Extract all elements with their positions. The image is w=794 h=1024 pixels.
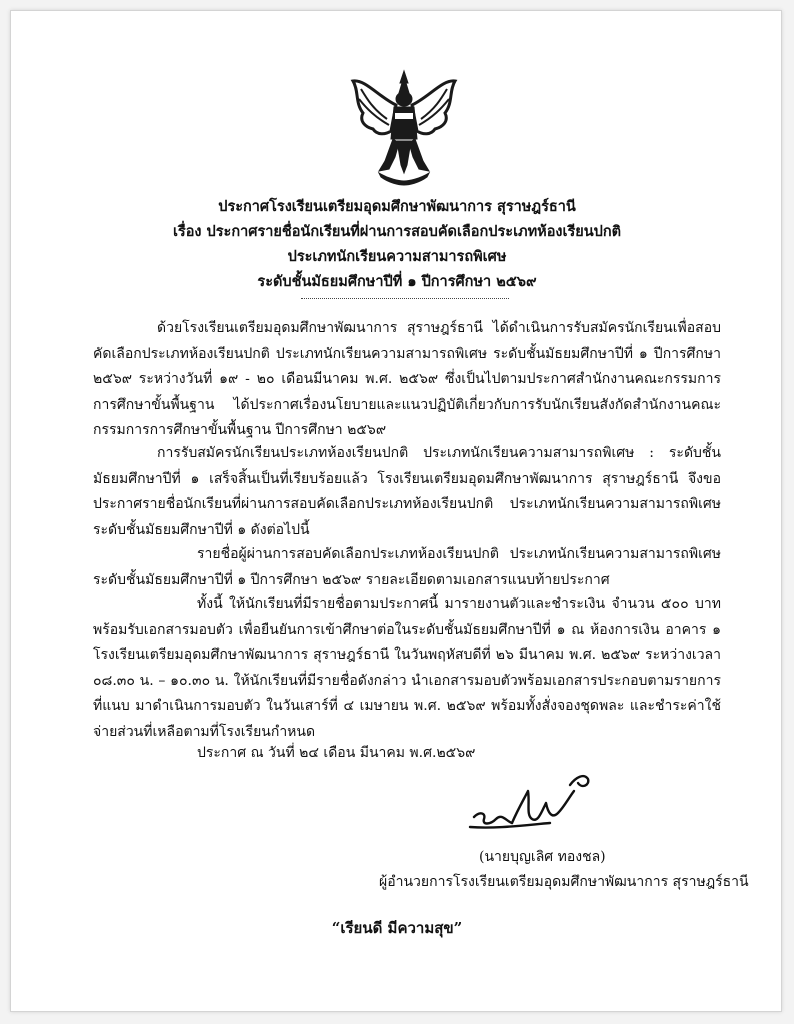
announcement-subject: เรื่อง ประกาศรายชื่อนักเรียนที่ผ่านการสอบคัดเลือกประเภทห้องเรียนปกติ [172, 223, 622, 240]
document-page [10, 10, 782, 1012]
announcement-level: ระดับชั้นมัธยมศึกษาปีที่ ๑ ปีการศึกษา ๒๕๖๙ [257, 273, 537, 290]
body-paragraph-4: ทั้งนี้ ให้นักเรียนที่มีรายชื่อตามประกาศนี้ มารายงานตัวและชำระเงิน จำนวน ๕๐๐ บาท พร้อมรับเอกสารมอบตัว เพื่อยืนยันการเข้าศึกษาต่อในระดับชั้นมัธยมศึกษาปีที่ ๑ ณ ห้องการเงิน อาคาร ๑ โรงเรียนเตรียมอุดมศึกษาพัฒนาการ สุราษฎร์ธานี ในวันพฤหัสบดีที่ ๒๖ มีนาคม พ.ศ. ๒๕๖๙ ระหว่างเวลา ๐๘.๓๐ น. – ๑๐.๓๐ น. ให้นักเรียนที่มีรายชื่อดังกล่าว นำเอกสารมอบตัวพร้อมเอกสารประกอบตามรายการที่แนบ มาดำเนินการมอบตัว ในวันเสาร์ที่ ๔ เมษายน พ.ศ. ๒๕๖๙ พร้อมทั้งสั่งจองชุดพละ และชำระค่าใช้จ่ายส่วนที่เหลือตามที่โรงเรียนกำหนด [93, 596, 721, 740]
body-paragraph-3: รายชื่อผู้ผ่านการสอบคัดเลือกประเภทห้องเรียนปกติ ประเภทนักเรียนความสามารถพิเศษระดับชั้นมัธยมศึกษาปีที่ ๑ ปีการศึกษา ๒๕๖๙ รายละเอียดตามเอกสารแนบท้ายประกาศ [93, 546, 721, 588]
garuda-emblem-icon [349, 69, 459, 187]
announcement-title: ประกาศโรงเรียนเตรียมอุดมศึกษาพัฒนาการ สุราษฎร์ธานี [218, 198, 576, 215]
school-motto: “เรียนดี มีความสุข” [331, 919, 463, 937]
heading-divider [301, 298, 509, 299]
announce-date: ประกาศ ณ วันที่ ๒๔ เดือน มีนาคม พ.ศ.๒๕๖๙ [197, 745, 476, 761]
body-paragraph-2: การรับสมัครนักเรียนประเภทห้องเรียนปกติ ประเภทนักเรียนความสามารถพิเศษ : ระดับชั้นมัธยมศึกษาปีที่ ๑ เสร็จสิ้นเป็นที่เรียบร้อยแล้ว โรงเรียนเตรียมอุดมศึกษาพัฒนาการ สุราษฎร์ธานี จึงขอประกาศรายชื่อนักเรียนที่ผ่านการสอบคัดเลือกประเภทห้องเรียนปกติ ประเภทนักเรียนความสามารถพิเศษ ระดับชั้นมัธยมศึกษาปีที่ ๑ ดังต่อไปนี้ [93, 445, 721, 538]
body-paragraph-1: ด้วยโรงเรียนเตรียมอุดมศึกษาพัฒนาการ สุราษฎร์ธานี ได้ดำเนินการรับสมัครนักเรียนเพื่อสอบคัดเลือกประเภทห้องเรียนปกติ ประเภทนักเรียนความสามารถพิเศษ ระดับชั้นมัธยมศึกษาปีที่ ๑ ปีการศึกษา ๒๕๖๙ ระหว่างวันที่ ๑๙ - ๒๐ เดือนมีนาคม พ.ศ. ๒๕๖๙ ซึ่งเป็นไปตามประกาศสำนักงานคณะกรรมการการศึกษาขั้นพื้นฐาน ได้ประกาศเรื่องนโยบายและแนวปฏิบัติเกี่ยวกับการรับนักเรียนสังกัดสำนักงานคณะกรรมการการศึกษาขั้นพื้นฐาน ปีการศึกษา ๒๕๖๙ [93, 320, 721, 438]
signer-title: ผู้อำนวยการโรงเรียนเตรียมอุดมศึกษาพัฒนาการ สุราษฎร์ธานี [379, 874, 749, 890]
signer-name: (นายบุญเลิศ ทองชล) [479, 849, 606, 865]
announcement-category: ประเภทนักเรียนความสามารถพิเศษ [287, 248, 507, 265]
handwritten-signature [466, 769, 616, 841]
